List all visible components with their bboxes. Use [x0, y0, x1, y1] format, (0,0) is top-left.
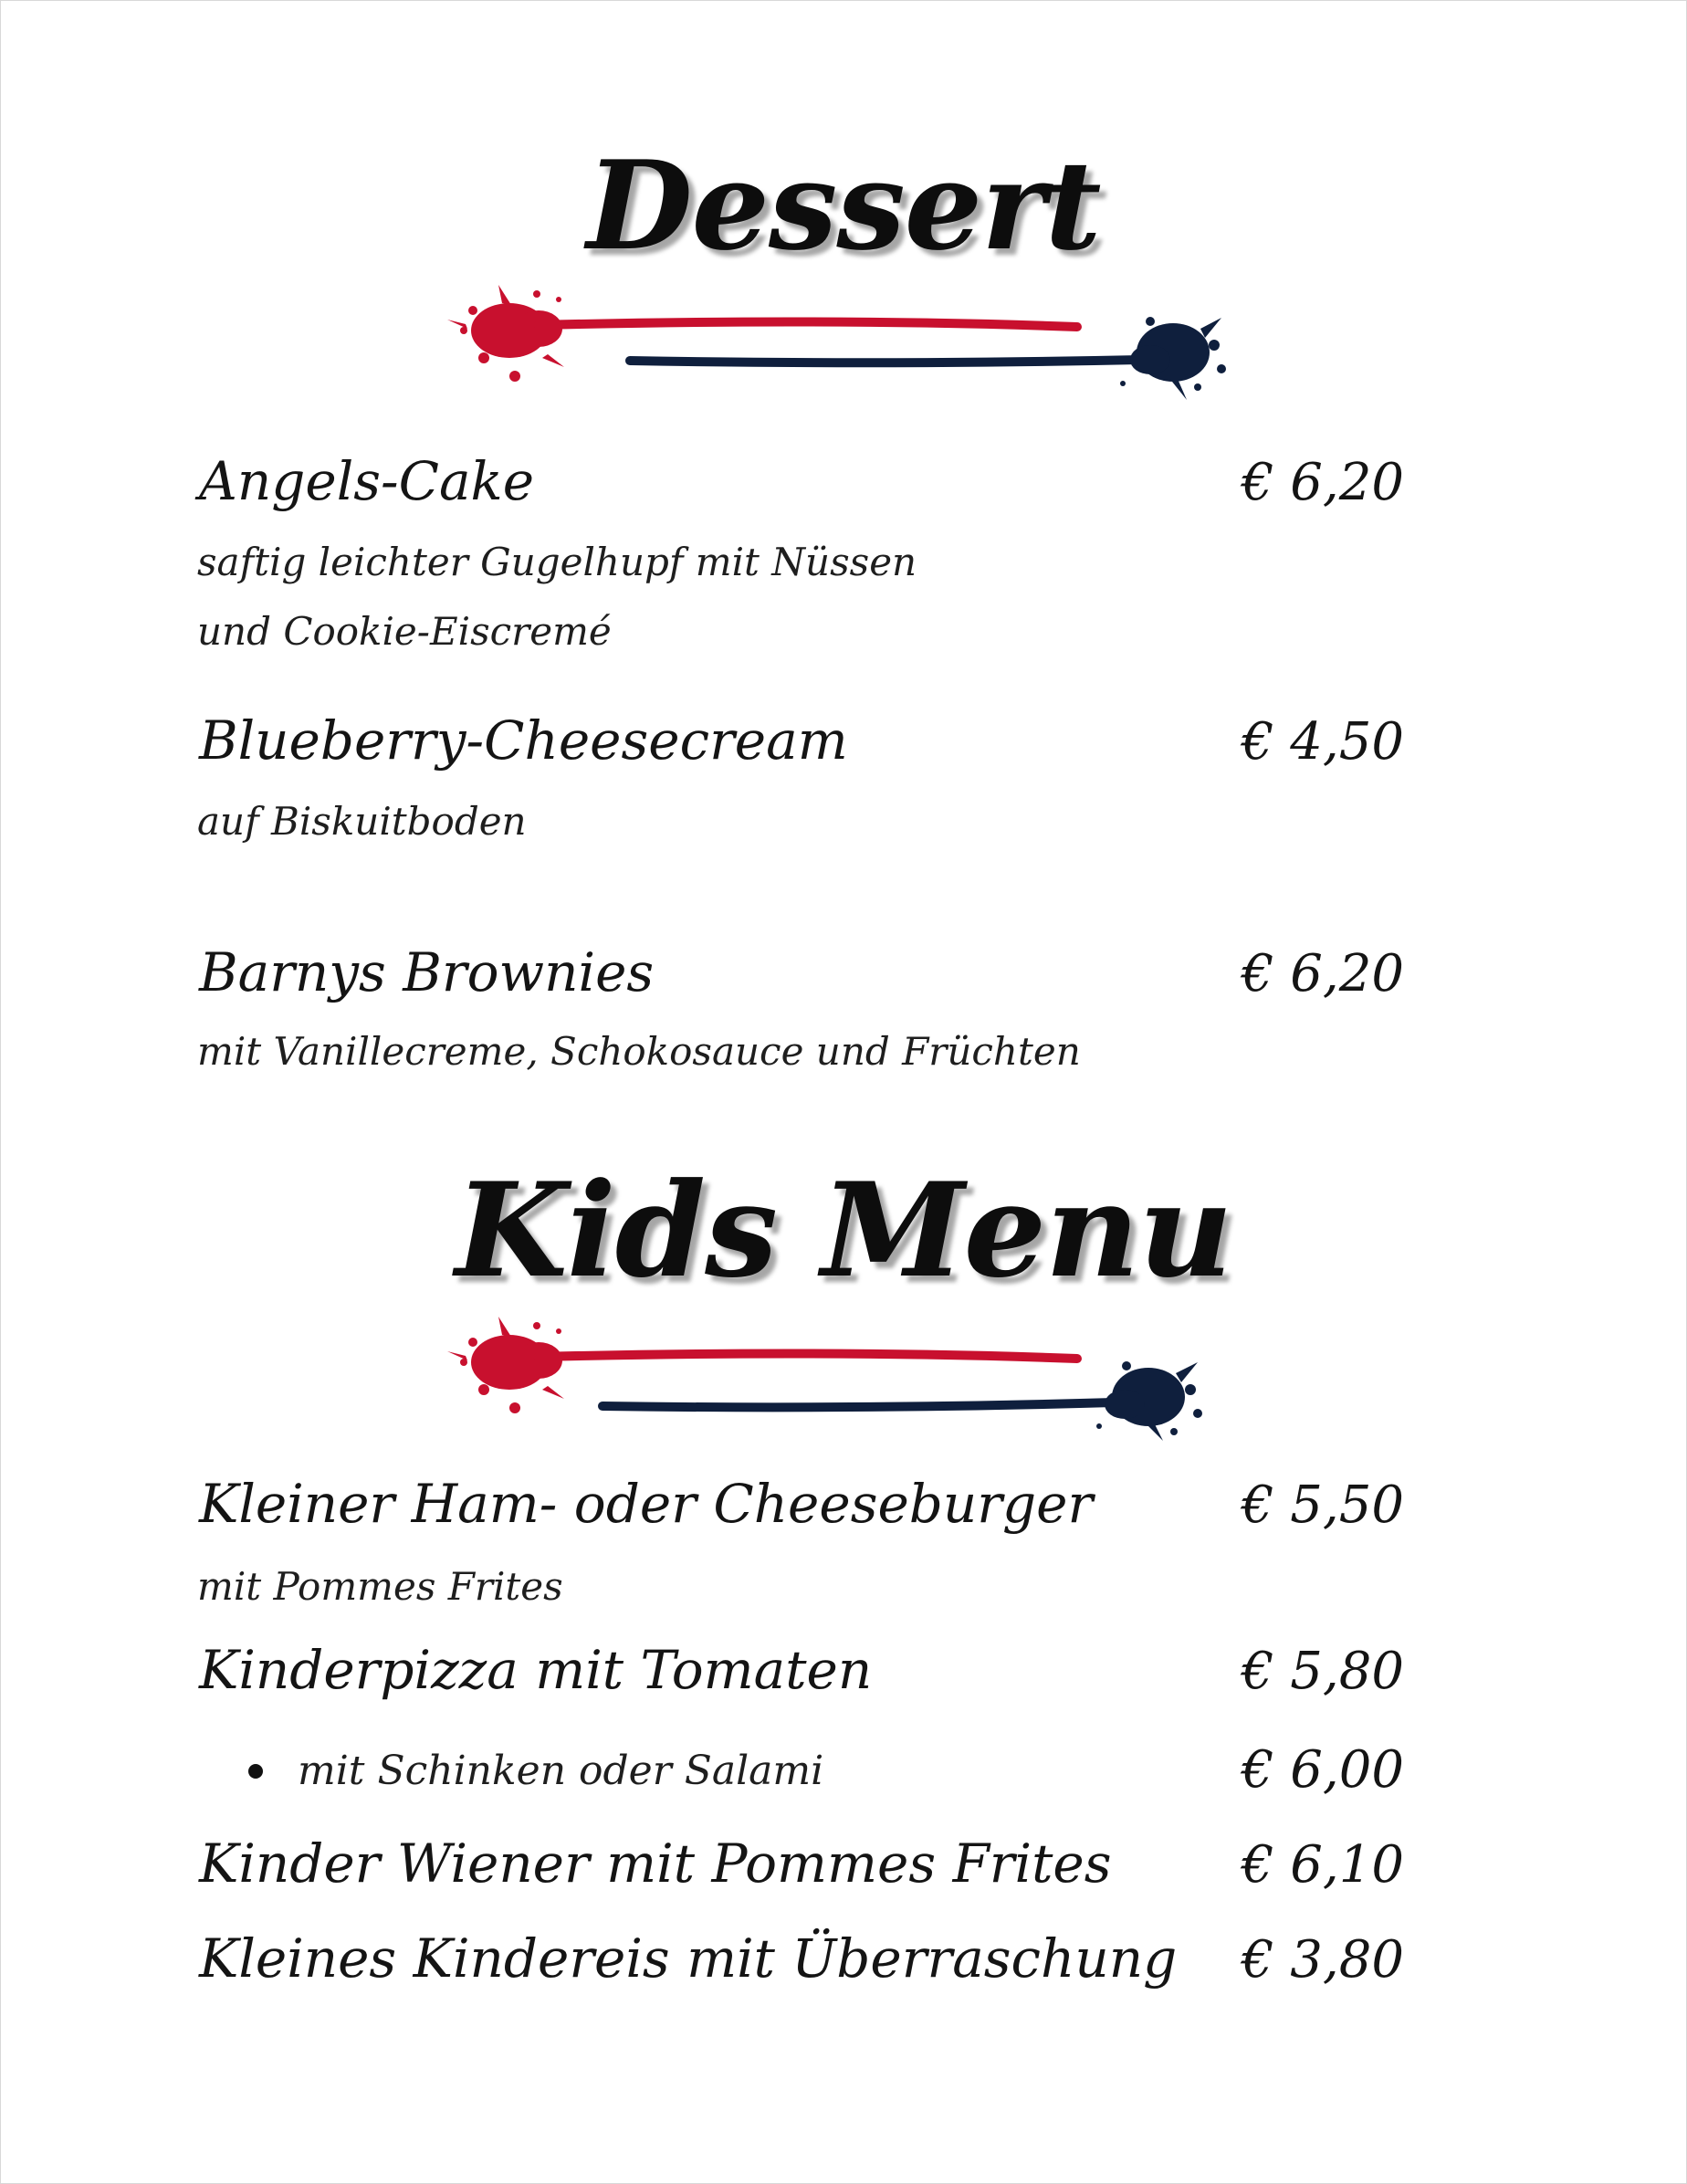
menu-item-name: Kleines Kindereis mit Überraschung: [199, 1927, 1178, 1990]
menu-item-description: mit Vanillecreme, Schokosauce und Früchten: [197, 1029, 1081, 1074]
menu-item-description: auf Biskuitboden: [197, 799, 527, 844]
menu-item-name: Angels-Cake: [199, 450, 535, 512]
menu-item-price: € 4,50: [1241, 712, 1404, 772]
menu-item-price: € 6,10: [1241, 1835, 1404, 1895]
menu-item-price: € 6,20: [1241, 944, 1404, 1003]
menu-item-name: Kinderpizza mit Tomaten: [199, 1639, 873, 1701]
menu-item-name: Kinder Wiener mit Pommes Frites: [199, 1832, 1112, 1895]
menu-item-name: Barnys Brownies: [199, 941, 655, 1003]
menu-sub-option-price: € 6,00: [1241, 1740, 1404, 1800]
paint-splash-divider-icon: [447, 1306, 1242, 1443]
menu-item-description: und Cookie-Eiscremé: [197, 609, 612, 654]
menu-item-price: € 6,20: [1241, 453, 1404, 512]
menu-item-price: € 5,80: [1241, 1642, 1404, 1701]
menu-item-name: Kleiner Ham- oder Cheeseburger: [199, 1473, 1094, 1535]
menu-item-name: Blueberry-Cheesecream: [199, 709, 848, 772]
menu-item-description: mit Pommes Frites: [197, 1564, 563, 1609]
bullet-icon: [248, 1764, 263, 1779]
paint-splash-divider-icon: [447, 274, 1242, 411]
dessert-section-title: Dessert: [586, 133, 1101, 278]
menu-item-price: € 3,80: [1241, 1930, 1404, 1990]
menu-item-description: saftig leichter Gugelhupf mit Nüssen: [197, 540, 917, 584]
kids-menu-section-title: Kids Menu: [455, 1155, 1232, 1307]
menu-item-price: € 5,50: [1241, 1475, 1404, 1535]
menu-sub-option-description: mit Schinken oder Salami: [298, 1748, 824, 1794]
